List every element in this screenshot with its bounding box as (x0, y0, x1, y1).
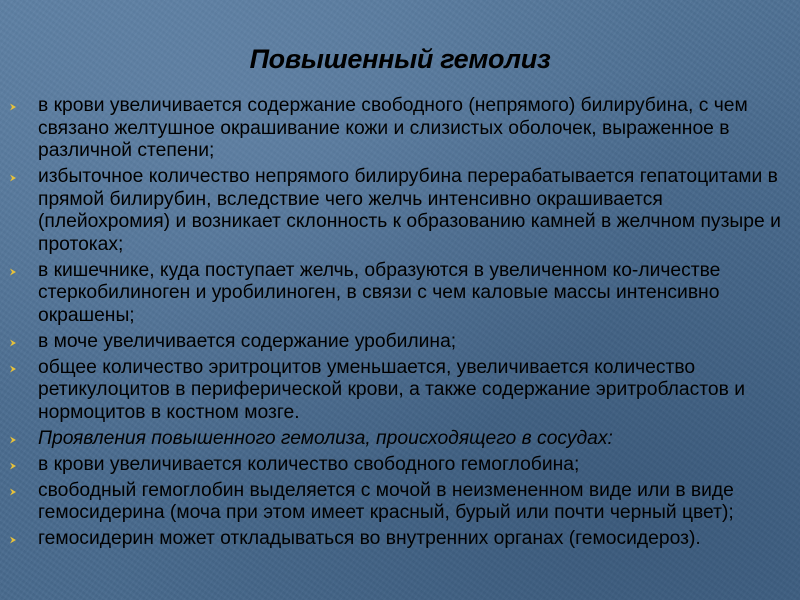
bullet-item (0, 357, 800, 425)
bullet-item (0, 454, 800, 477)
slide-title: Повышенный гемолиз (249, 44, 551, 74)
arrow-bullet-icon (9, 174, 17, 182)
bullet-text: свободный гемоглобин выделяется с мочой в неизмененном виде или в виде гемосидерина (моча при этом имеет красный, бурый или почти черный цвет); (38, 479, 734, 523)
arrow-bullet-icon (9, 488, 17, 496)
bullet-list (0, 95, 800, 554)
arrow-bullet-icon (9, 462, 17, 470)
bullet-text: Проявления повышенного гемолиза, происходящего в сосудах: (38, 427, 613, 449)
bullet-text: общее количество эритроцитов уменьшается, увеличивается количество ретикулоцитов в периферической крови, а также содержание эритробластов и нормоцитов в костном мозге. (38, 356, 745, 423)
bullet-item (0, 480, 800, 525)
arrow-bullet-icon (9, 268, 17, 276)
bullet-item (0, 95, 800, 163)
arrow-bullet-icon (9, 365, 17, 373)
bullet-item (0, 166, 800, 256)
arrow-bullet-icon (9, 436, 17, 444)
bullet-text: избыточное количество непрямого билирубина перерабатывается гепатоцитами в прямой билирубин, вследствие чего желчь интенсивно окрашивается (плейохромия) и возникает склонность к образованию камней в желчном пузыре и протоках; (38, 166, 781, 255)
arrow-bullet-icon (9, 536, 17, 544)
bullet-item (0, 331, 800, 354)
bullet-text: гемосидерин может откладываться во внутренних органах (гемосидероз). (38, 528, 701, 549)
bullet-item (0, 528, 800, 551)
bullet-item-subheading (0, 428, 800, 451)
bullet-item (0, 260, 800, 328)
arrow-bullet-icon (9, 339, 17, 347)
bullet-text: в кишечнике, куда поступает желчь, образуются в увеличенном ко-личестве стеркобилиноген и уробилиноген, в связи с чем каловые массы интенсивно окрашены; (38, 259, 721, 326)
arrow-bullet-icon (9, 103, 17, 111)
bullet-text: в крови увеличивается количество свободного гемоглобина; (38, 453, 580, 475)
bullet-text: в моче увеличивается содержание уробилина; (38, 330, 457, 352)
bullet-text: в крови увеличивается содержание свободного (непрямого) билирубина, с чем связано желтушное окрашивание кожи и слизистых оболочек, выраженное в различной степени; (38, 95, 748, 161)
